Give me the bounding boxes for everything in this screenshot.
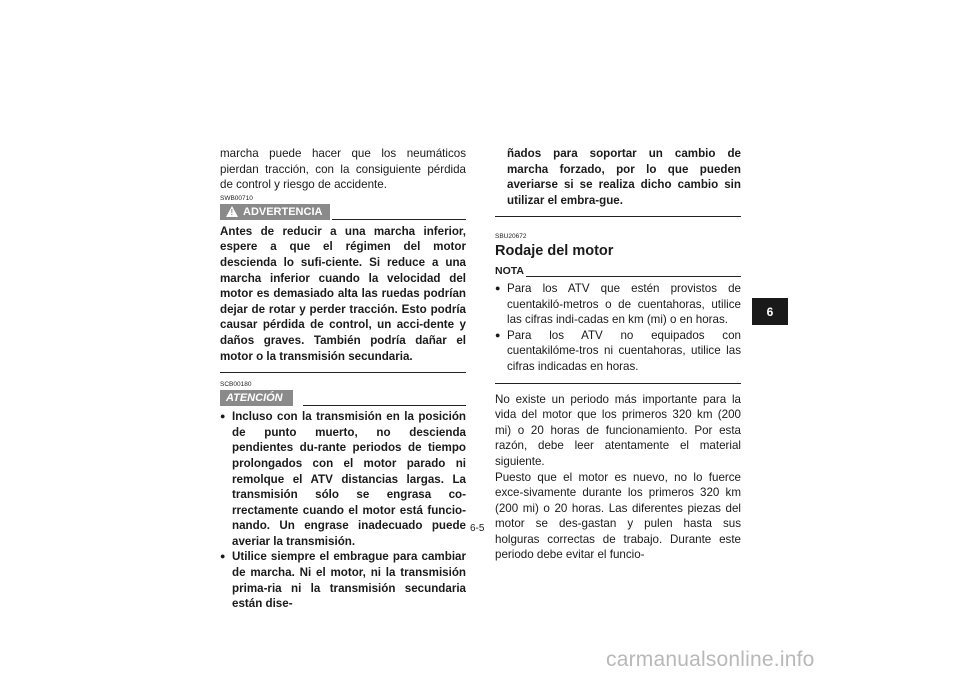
attention-label: ATENCIÓN [220, 390, 293, 406]
body-paragraph: No existe un periodo más importante para la vida del motor que los primeros 320 km (200 mi) o 20 horas de funcionamiento. Por esta razón, debe leer atentamente el material siguiente. [495, 392, 741, 468]
body-paragraph: Puesto que el motor es nuevo, no lo fuerce exce-sivamente durante los primeros 320 km (200 mi) o 20 horas. Las diferentes piezas del motor se des-gastan y pulen hasta sus holguras correctas de trabajo. Durante este periodo debe evitar el funcio- [495, 470, 741, 562]
nota-header [495, 264, 741, 280]
warning-end-divider [220, 372, 466, 373]
nota-bullet: ● Para los ATV que estén provistos de cuentakiló-metros o de cuentahoras, utilice las cifras indi-cadas en km (mi) o en horas. [495, 281, 741, 328]
attention-bullet: ● Incluso con la transmisión en la posición de punto muerto, no descienda pendientes du-rante periodos de tiempo prolongados con el motor parado ni remolque el ATV distancias largas. La transmisión sólo se engrasa co-rrectamente cuando el motor está funcio-nando. Un engrase inadecuado puede averiar la transmisión. [220, 409, 466, 549]
warning-triangle-icon: ! [226, 206, 238, 217]
nota-end-divider [495, 383, 741, 384]
attention-continuation: ñados para soportar un cambio de marcha forzado, por lo que pueden averiarse si se realiza dicho cambio sin utilizar el embra-gue. [507, 147, 741, 207]
warning-header [220, 204, 466, 220]
section-code: SBU20672 [495, 233, 527, 241]
attention-list [220, 409, 466, 612]
attention-bullet: ● Utilice siempre el embrague para cambiar de marcha. Ni el motor, ni la transmisión prima-ria ni la transmisión secundaria están dise- [220, 549, 466, 611]
attention-code: SCB00180 [220, 381, 252, 389]
chapter-tab: 6 [752, 298, 788, 325]
watermark: carmanualsonline.info [606, 648, 815, 671]
warning-code: SWB00710 [220, 194, 253, 202]
nota-bullet: ● Para los ATV no equipados con cuentakilóme-tros ni cuentahoras, utilice las cifras indicadas en horas. [495, 328, 741, 375]
warning-text: Antes de reducir a una marcha inferior, espere a que el régimen del motor descienda lo sufi-ciente. Si reduce a una marcha inferior cuando la velocidad del motor es demasiado alta las ruedas podrían dejar de rotar y perder tracción. Esto podría causar pérdida de control, un acci-dente y daños graves. También podría dañar el motor o la transmisión secundaria. [220, 224, 466, 363]
attention-rule [303, 405, 466, 406]
attention-header [220, 390, 466, 406]
intro-paragraph: marcha puede hacer que los neumáticos pierdan tracción, con la consiguiente pérdida de control y riesgo de accidente. [220, 147, 466, 192]
nota-rule [526, 276, 741, 277]
right-column [495, 146, 741, 563]
nota-label: NOTA [495, 265, 524, 278]
warning-badge [220, 204, 330, 220]
page-number: 6-5 [470, 523, 485, 534]
warning-rule [332, 219, 466, 220]
left-column [220, 146, 466, 612]
section-title: Rodaje del motor [495, 243, 614, 260]
warning-label: ADVERTENCIA [243, 205, 323, 218]
nota-list [495, 281, 741, 375]
attention-end-divider [495, 216, 741, 217]
